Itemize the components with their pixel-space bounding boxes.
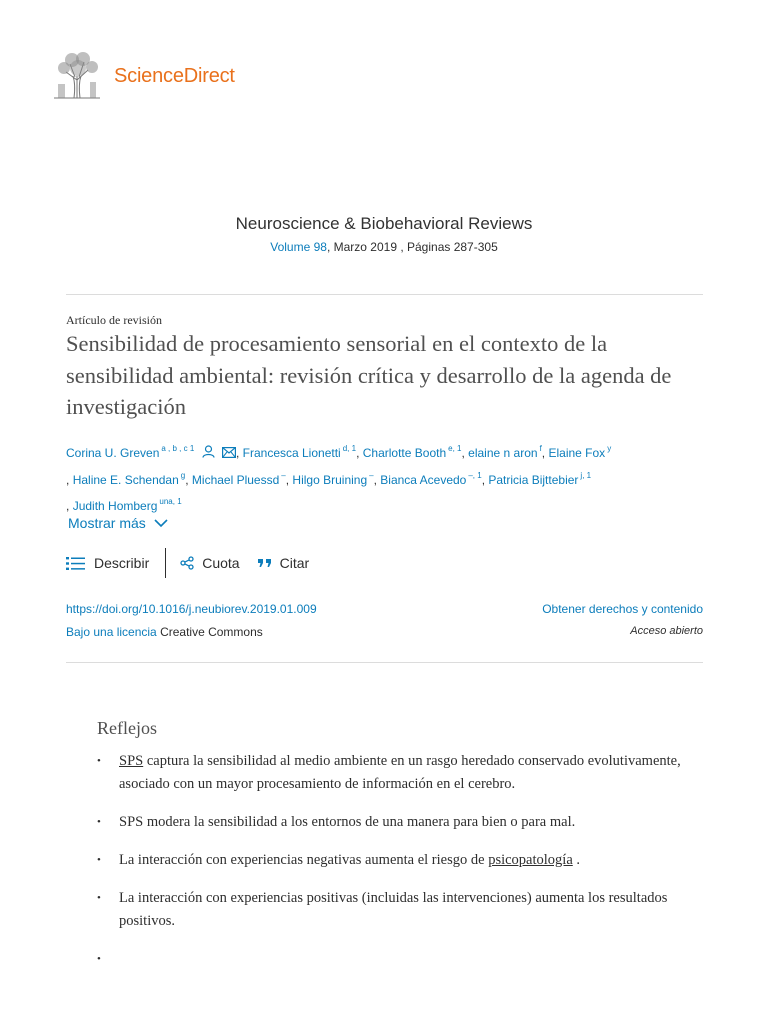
cite-label: Citar xyxy=(279,555,310,571)
author-link[interactable]: Corina U. Greven $^{a , b , c 1}$ xyxy=(66,444,195,460)
license-info xyxy=(66,625,263,639)
issue-details: , Marzo 2019 , Páginas 287-305 xyxy=(326,240,498,254)
chevron-down-icon xyxy=(154,519,168,528)
journal-info xyxy=(0,214,768,254)
highlights-list xyxy=(97,750,697,986)
issue-info xyxy=(0,240,768,254)
quote-icon xyxy=(258,558,272,568)
show-more-label: Mostrar más xyxy=(68,515,146,531)
show-more-button[interactable] xyxy=(68,515,168,531)
author-link[interactable]: Hilgo Bruining – xyxy=(292,470,374,487)
list-item xyxy=(97,948,697,971)
list-item: • La interacción con experiencias positivas (incluidas las intervenciones) aumenta los resultados positivos. xyxy=(97,887,697,933)
psicopatologia-link[interactable]: psicopatología xyxy=(488,852,573,868)
author-link[interactable]: Elaine Fox $^y$ xyxy=(548,444,612,460)
license-link[interactable]: Bajo una licencia xyxy=(66,625,157,639)
author-link[interactable]: Judith Homberg $^{una, 1}$ xyxy=(72,496,182,513)
article-title: Sensibilidad de procesamiento sensorial en el contexto de la sensibilidad ambiental: revisión crítica y desarrollo de la agenda de investigación xyxy=(66,331,672,419)
separator xyxy=(165,548,166,578)
share-label: Cuota xyxy=(202,555,240,571)
brand-name: ScienceDirect xyxy=(114,64,235,87)
doi-link[interactable]: https://doi.org/10.1016/j.neubiorev.2019.01.009 xyxy=(66,602,317,616)
article-type: Artículo de revisión xyxy=(66,313,162,327)
list-item: • La interacción con experiencias negativas aumenta el riesgo de psicopatología . xyxy=(97,849,697,872)
divider xyxy=(66,662,703,663)
share-button[interactable] xyxy=(180,555,239,571)
describe-label: Describir xyxy=(94,555,150,571)
volume-link[interactable]: Volume 98 xyxy=(270,240,327,254)
author-link[interactable]: Charlotte Booth $^{e, 1}$ xyxy=(362,444,462,460)
list-item: • SPS captura la sensibilidad al medio ambiente en un rasgo heredado conservado evolutivamente, asociado con un mayor procesamiento de información en el cerebro. xyxy=(97,750,697,796)
open-access-badge: Acceso abierto xyxy=(630,625,703,637)
author-link[interactable]: elaine n aron $^f$ xyxy=(468,444,542,460)
cite-button[interactable] xyxy=(258,555,310,571)
author-link[interactable]: Bianca Acevedo $^{-, 1}$ xyxy=(380,470,482,487)
list-item: • SPS modera la sensibilidad a los entornos de una manera para bien o para mal. xyxy=(97,811,697,834)
author-link[interactable]: Michael Pluessd – xyxy=(191,470,286,487)
author-list: Corina U. Greven $^{a , b , c 1}$ , Francesca Lionetti $^{d, 1}$, Charlotte Booth $^{e, 1}$, elaine n aron $^f$, Elaine Fox $^y$ , Haline E. Schendan $^g$, Michael Pluessd –, Hilgo Bruining –, Bianca Acevedo $^{-, 1}$, Patricia Bijttebier $^{j, 1}$ , Judith Homberg $^{una, 1}$ xyxy=(66,444,612,513)
license-name: Creative Commons xyxy=(160,625,263,639)
person-icon[interactable] xyxy=(202,443,215,465)
rights-link[interactable]: Obtener derechos y contenido xyxy=(542,602,703,616)
highlights-heading: Reflejos xyxy=(97,718,157,738)
action-bar xyxy=(66,548,309,578)
divider xyxy=(66,294,703,295)
describe-button[interactable] xyxy=(66,555,149,571)
share-icon xyxy=(180,556,194,570)
journal-title[interactable]: Neuroscience & Biobehavioral Reviews xyxy=(235,214,533,233)
author-link[interactable]: Patricia Bijttebier $^{j, 1}$ xyxy=(488,470,592,487)
list-icon xyxy=(66,556,86,571)
sciencedirect-logo[interactable] xyxy=(50,50,235,102)
author-link[interactable]: Francesca Lionetti $^{d, 1}$ xyxy=(242,444,357,460)
email-icon[interactable] xyxy=(222,443,236,465)
author-link[interactable]: Haline E. Schendan $^g$ xyxy=(72,470,186,487)
elsevier-tree-icon xyxy=(50,50,104,102)
sps-link[interactable]: SPS xyxy=(119,753,144,769)
